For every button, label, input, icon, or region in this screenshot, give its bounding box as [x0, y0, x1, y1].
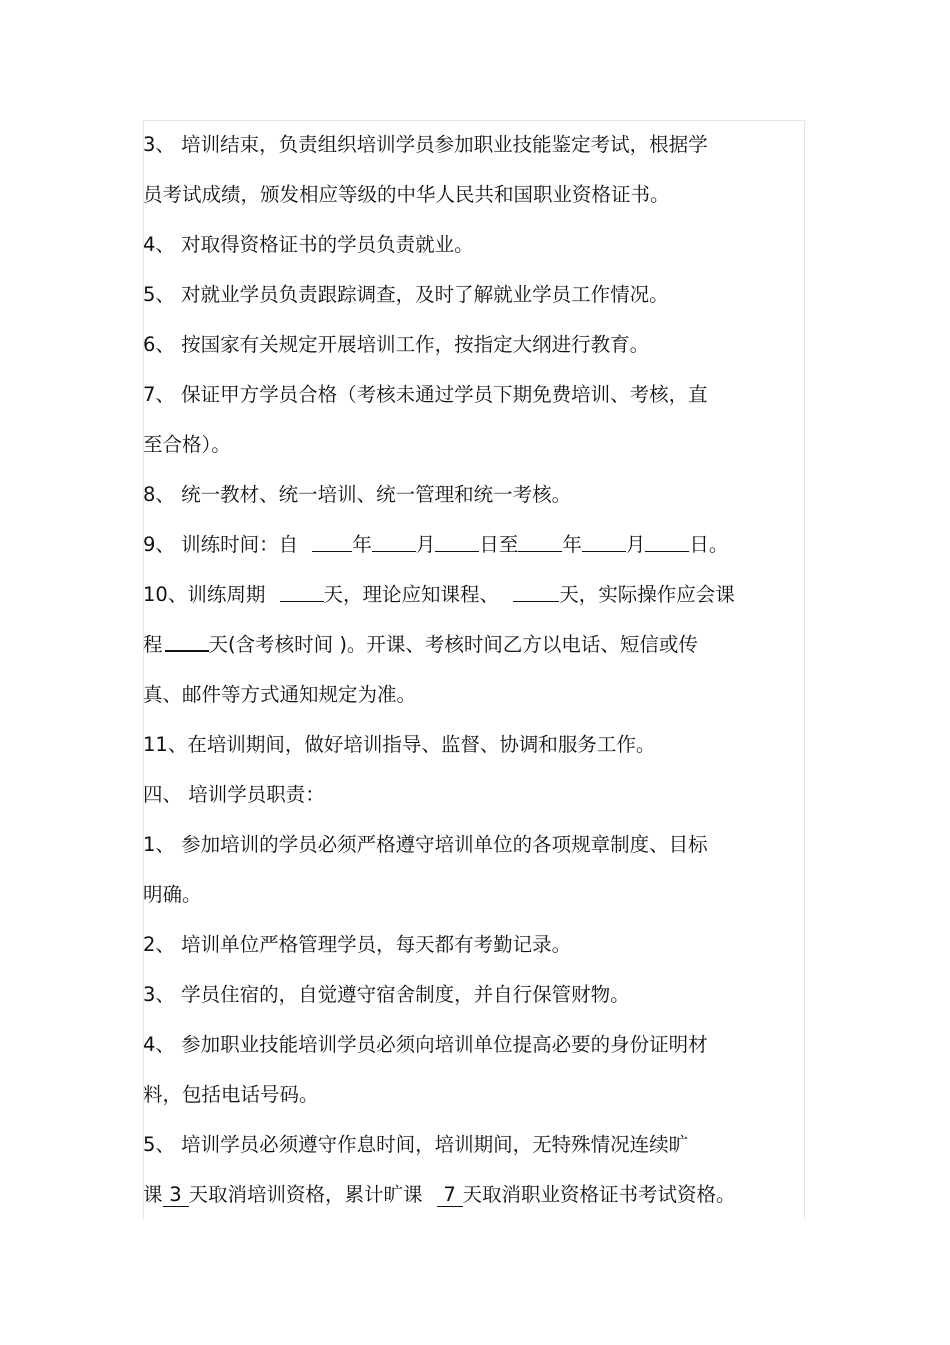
- text-line: 4、 对取得资格证书的学员负责就业。: [143, 233, 474, 256]
- text-line: 5、 培训学员必须遵守作息时间，培训期间，无特殊情况连续旷: [143, 1133, 689, 1156]
- year-label: 年: [562, 533, 582, 556]
- text-line: 3、 培训结束，负责组织培训学员参加职业技能鉴定考试，根据学: [143, 133, 708, 156]
- text-line: 8、 统一教材、统一培训、统一管理和统一考核。: [143, 483, 572, 506]
- document-body: [143, 120, 783, 1220]
- text-segment: 程: [143, 633, 163, 656]
- text-line: 明确。: [143, 883, 202, 906]
- text-line: 11、在培训期间，做好培训指导、监督、协调和服务工作。: [143, 733, 656, 756]
- absence-days-value: 7: [437, 1184, 463, 1207]
- text-line: 4、 参加职业技能培训学员必须向培训单位提高必要的身份证明材: [143, 1033, 708, 1056]
- text-line: 6、 按国家有关规定开展培训工作，按指定大纲进行教育。: [143, 333, 650, 356]
- text-line: 5、 对就业学员负责跟踪调查，及时了解就业学员工作情况。: [143, 283, 669, 306]
- text-line: 料，包括电话号码。: [143, 1083, 319, 1106]
- practice-course-line: [143, 620, 783, 670]
- day-label: 日。: [689, 533, 729, 556]
- month-label: 月: [625, 533, 646, 556]
- text-segment: 天(含考核时间 )。开课、考核时间乙方以电话、短信或传: [208, 633, 698, 656]
- text-line: 7、 保证甲方学员合格（考核未通过学员下期免费培训、考核，直: [143, 383, 708, 406]
- training-period-line: [143, 570, 783, 620]
- training-time-label: 9、 训练时间：自: [143, 533, 299, 556]
- month-label: 月: [415, 533, 436, 556]
- blank-field: [582, 531, 626, 552]
- text-line: 员考试成绩，颁发相应等级的中华人民共和国职业资格证书。: [143, 183, 670, 206]
- blank-field: [312, 531, 352, 552]
- year-label: 年: [352, 533, 372, 556]
- blank-field: [280, 581, 324, 602]
- absence-rule-line: [143, 1170, 783, 1220]
- text-segment: 天，实际操作应会课: [559, 583, 735, 606]
- text-line: 2、 培训单位严格管理学员，每天都有考勤记录。: [143, 933, 572, 956]
- blank-field: [513, 581, 559, 602]
- text-segment: 课: [143, 1183, 163, 1206]
- section-heading: 四、 培训学员职责：: [143, 783, 325, 806]
- text-line: 至合格）。: [143, 433, 231, 456]
- text-segment: 天取消培训资格，累计旷课: [188, 1183, 423, 1206]
- day-label: 日至: [479, 533, 519, 556]
- text-segment: 天取消职业资格证书考试资格。: [462, 1183, 736, 1206]
- text-line: 真、邮件等方式通知规定为准。: [143, 683, 417, 706]
- blank-field: [645, 531, 689, 552]
- training-time-line: [143, 520, 783, 570]
- text-line: 3、 学员住宿的，自觉遵守宿舍制度，并自行保管财物。: [143, 983, 630, 1006]
- blank-field: [165, 630, 209, 652]
- text-line: 1、 参加培训的学员必须严格遵守培训单位的各项规章制度、目标: [143, 833, 708, 856]
- blank-field: [372, 531, 416, 552]
- blank-field: [518, 531, 562, 552]
- blank-field: [435, 531, 479, 552]
- text-segment: 天，理论应知课程、: [323, 583, 500, 606]
- absence-days-value: 3: [163, 1184, 189, 1207]
- training-period-label: 10、训练周期: [143, 583, 266, 606]
